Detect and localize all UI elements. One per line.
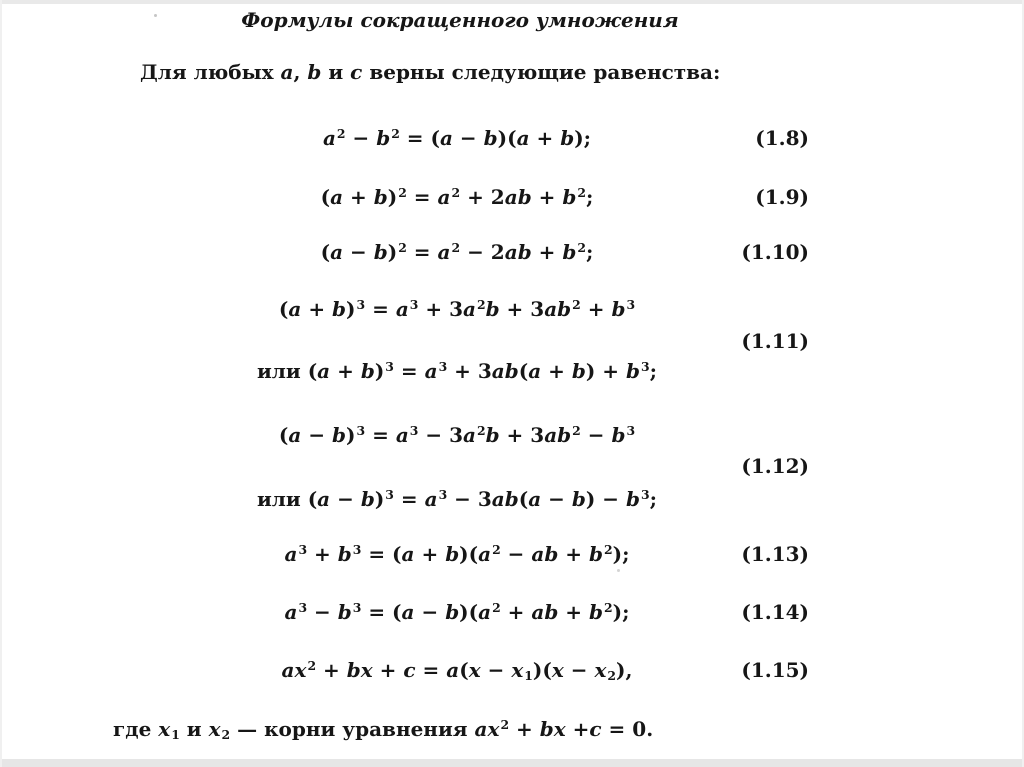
formula-line: $(a - b)^3 = a^3 - 3a^2b + 3ab^2 - b^3$ (278, 423, 636, 447)
formula-number: (1.11) (741, 329, 809, 353)
formula-number: (1.9) (755, 185, 809, 209)
formula-line: или $(a - b)^3 = a^3 - 3ab(a - b) - b^3$; (256, 487, 658, 511)
formula-number: (1.12) (741, 454, 809, 478)
formula-line: $a^3 + b^3 = (a + b)(a^2$ − ab + $b^2$); (284, 542, 630, 566)
page-title: Формулы сокращенного умножения (241, 8, 679, 32)
formula-line: $a^3 - b^3 = (a - b)(a^2$ + ab + $b^2$); (284, 600, 630, 624)
scan-edge-bottom (0, 759, 1024, 767)
formula-row-1-12 (0, 418, 1024, 516)
formula-number: (1.15) (741, 658, 809, 682)
formula-row-1-11 (0, 292, 1024, 388)
formula-line: $(a + b)^2 = a^2 + 2ab + b^2$; (320, 185, 594, 209)
formula-number: (1.13) (741, 542, 809, 566)
formula-line: $(a + b)^3 = a^3 + 3a^2b + 3ab^2 + b^3$ (278, 297, 636, 321)
formula-line: $a^2 - b^2 = (a - b)(a + b)$; (322, 126, 592, 150)
formula-line: или $(a + b)^3 = a^3 + 3ab(a + b) + b^3$; (256, 359, 658, 383)
formula-number: (1.14) (741, 600, 809, 624)
formula-number: (1.10) (741, 240, 809, 264)
footnote-text: где $x_1$ и $x_2$ — корни уравнения $ax^2$ + bx +c = 0. (113, 717, 654, 743)
intro-text: Для любых a, b и c верны следующие равенства: (140, 60, 721, 84)
formula-line: $ax^2$ + bx + $c = a(x - x_1)(x - x_2)$, (281, 658, 633, 684)
formula-number: (1.8) (755, 126, 809, 150)
scan-edge-top (0, 0, 1024, 4)
formula-line: $(a - b)^2 = a^2 - 2ab + b^2$; (320, 240, 594, 264)
